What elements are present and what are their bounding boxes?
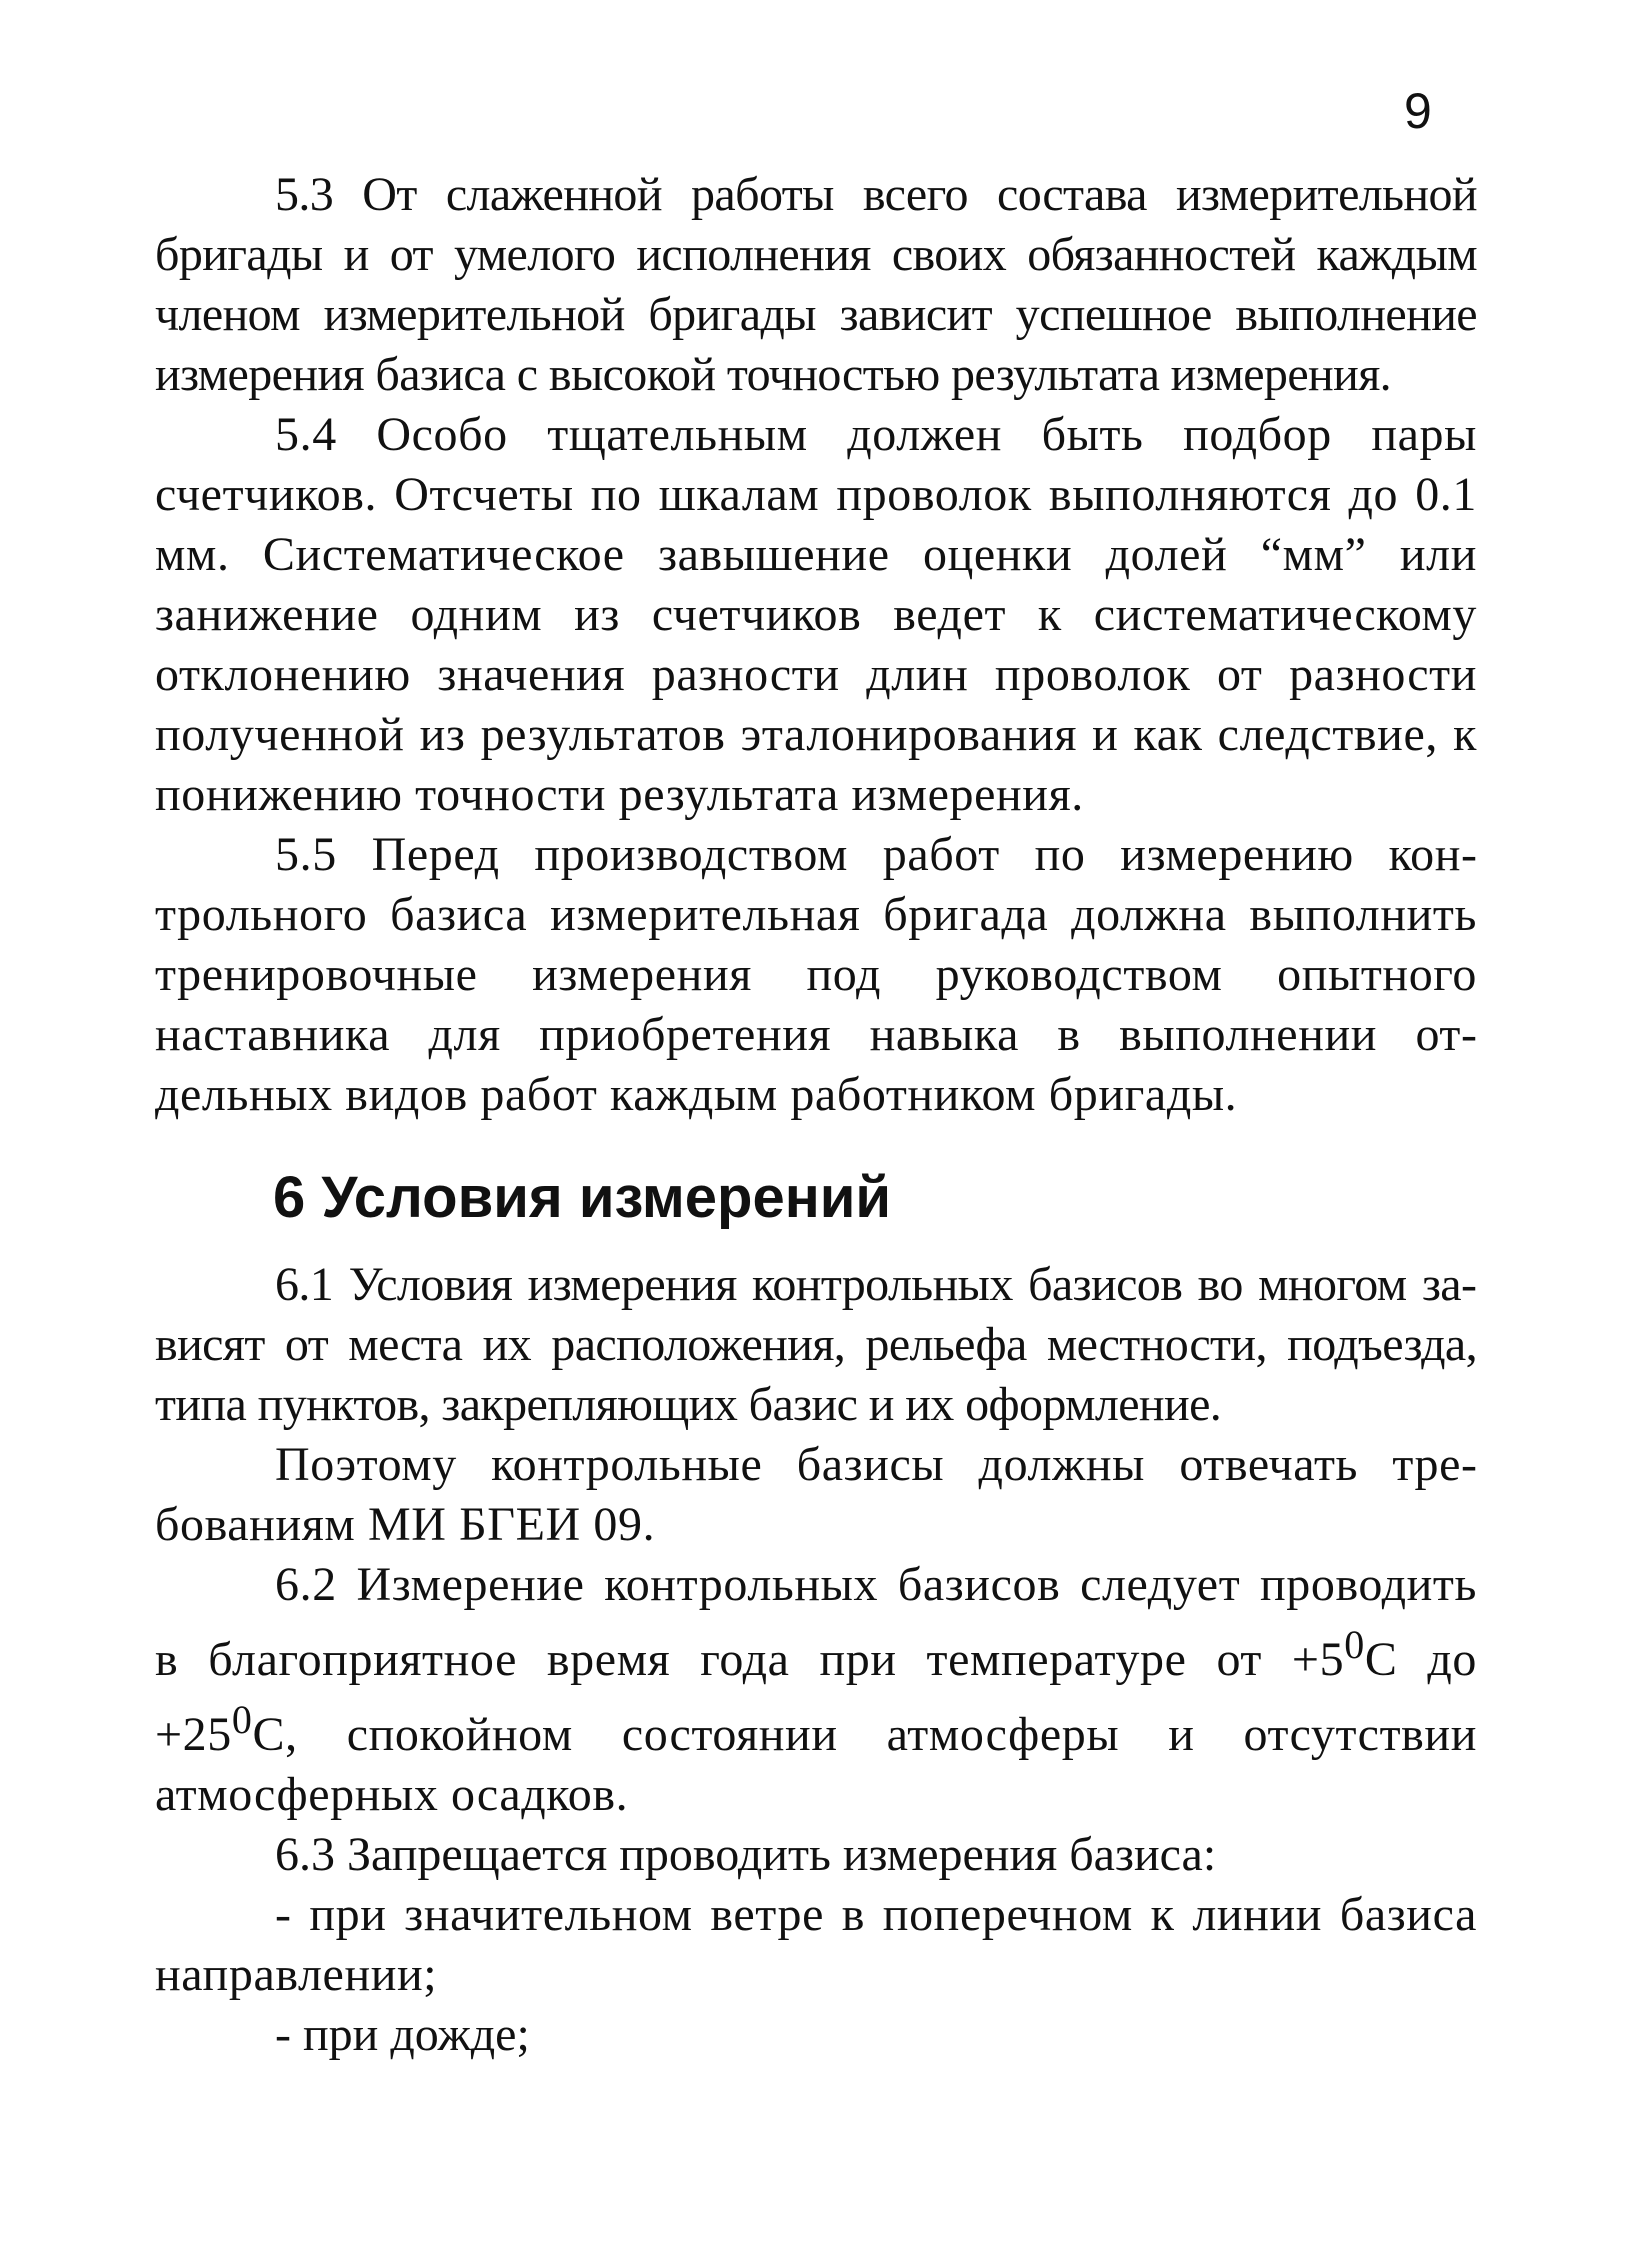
paragraph-5-4: 5.4 Особо тщательным должен быть подбор пары счетчиков. Отсчеты по шкалам проволок выполняются до 0.1 мм. Систематическое завышение оценки долей “мм” или занижение одним из счетчиков ведет к систематическому отклонению значения разности длин проволок от разности полученной из результатов эталонирования и как следствие, к понижению точности результата измерения. — [155, 408, 1477, 821]
list-item: - при значительном ветре в поперечном к линии базиса направлении; — [155, 1888, 1477, 2001]
spacer — [155, 1125, 1477, 1163]
temperature-text-middle: С до +25 — [155, 1633, 1478, 1761]
temperature-text-start: 6.2 Измерение контрольных базисов следует проводить в благоприятное время года при температуре от +5 — [155, 1558, 1477, 1686]
page-number: 9 — [1404, 83, 1432, 139]
paragraph-6-1: 6.1 Условия измерения контрольных базисов во многом зависят от места их расположения, рельефа местности, подъезда, типа пунктов, закрепляющих базис и их оформление. — [155, 1258, 1477, 1431]
spacer — [155, 1233, 1477, 1255]
paragraph-5-3: 5.3 От слаженной работы всего состава измерительной бригады и от умелого исполнения своих обязанностей каждым членом измерительной бригады зависит успешное выполнение измерения базиса с высокой точностью результата измерения. — [155, 168, 1477, 401]
section-heading: 6 Условия измерений — [273, 1165, 892, 1230]
temperature-text-end: С, спокойном состоянии атмосферы и отсутствии атмосферных осадков. — [155, 1708, 1477, 1821]
document-body — [155, 165, 1477, 2065]
list-item: - при дожде; — [275, 2008, 530, 2061]
paragraph-6-1-continued: Поэтому контрольные базисы должны отвечать требованиям МИ БГЕИ 09. — [155, 1438, 1477, 1551]
degree-superscript: 0 — [1344, 1622, 1365, 1667]
paragraph-6-2 — [155, 1555, 1477, 1825]
paragraph-5-5: 5.5 Перед производством работ по измерению контрольного базиса измерительная бригада должна выполнить тренировочные измерения под руководством опытного наставника для приобретения навыка в выполнении отдельных видов работ каждым работником бригады. — [155, 828, 1477, 1121]
paragraph-6-3: 6.3 Запрещается проводить измерения базиса: — [275, 1828, 1217, 1881]
degree-superscript: 0 — [231, 1697, 253, 1742]
